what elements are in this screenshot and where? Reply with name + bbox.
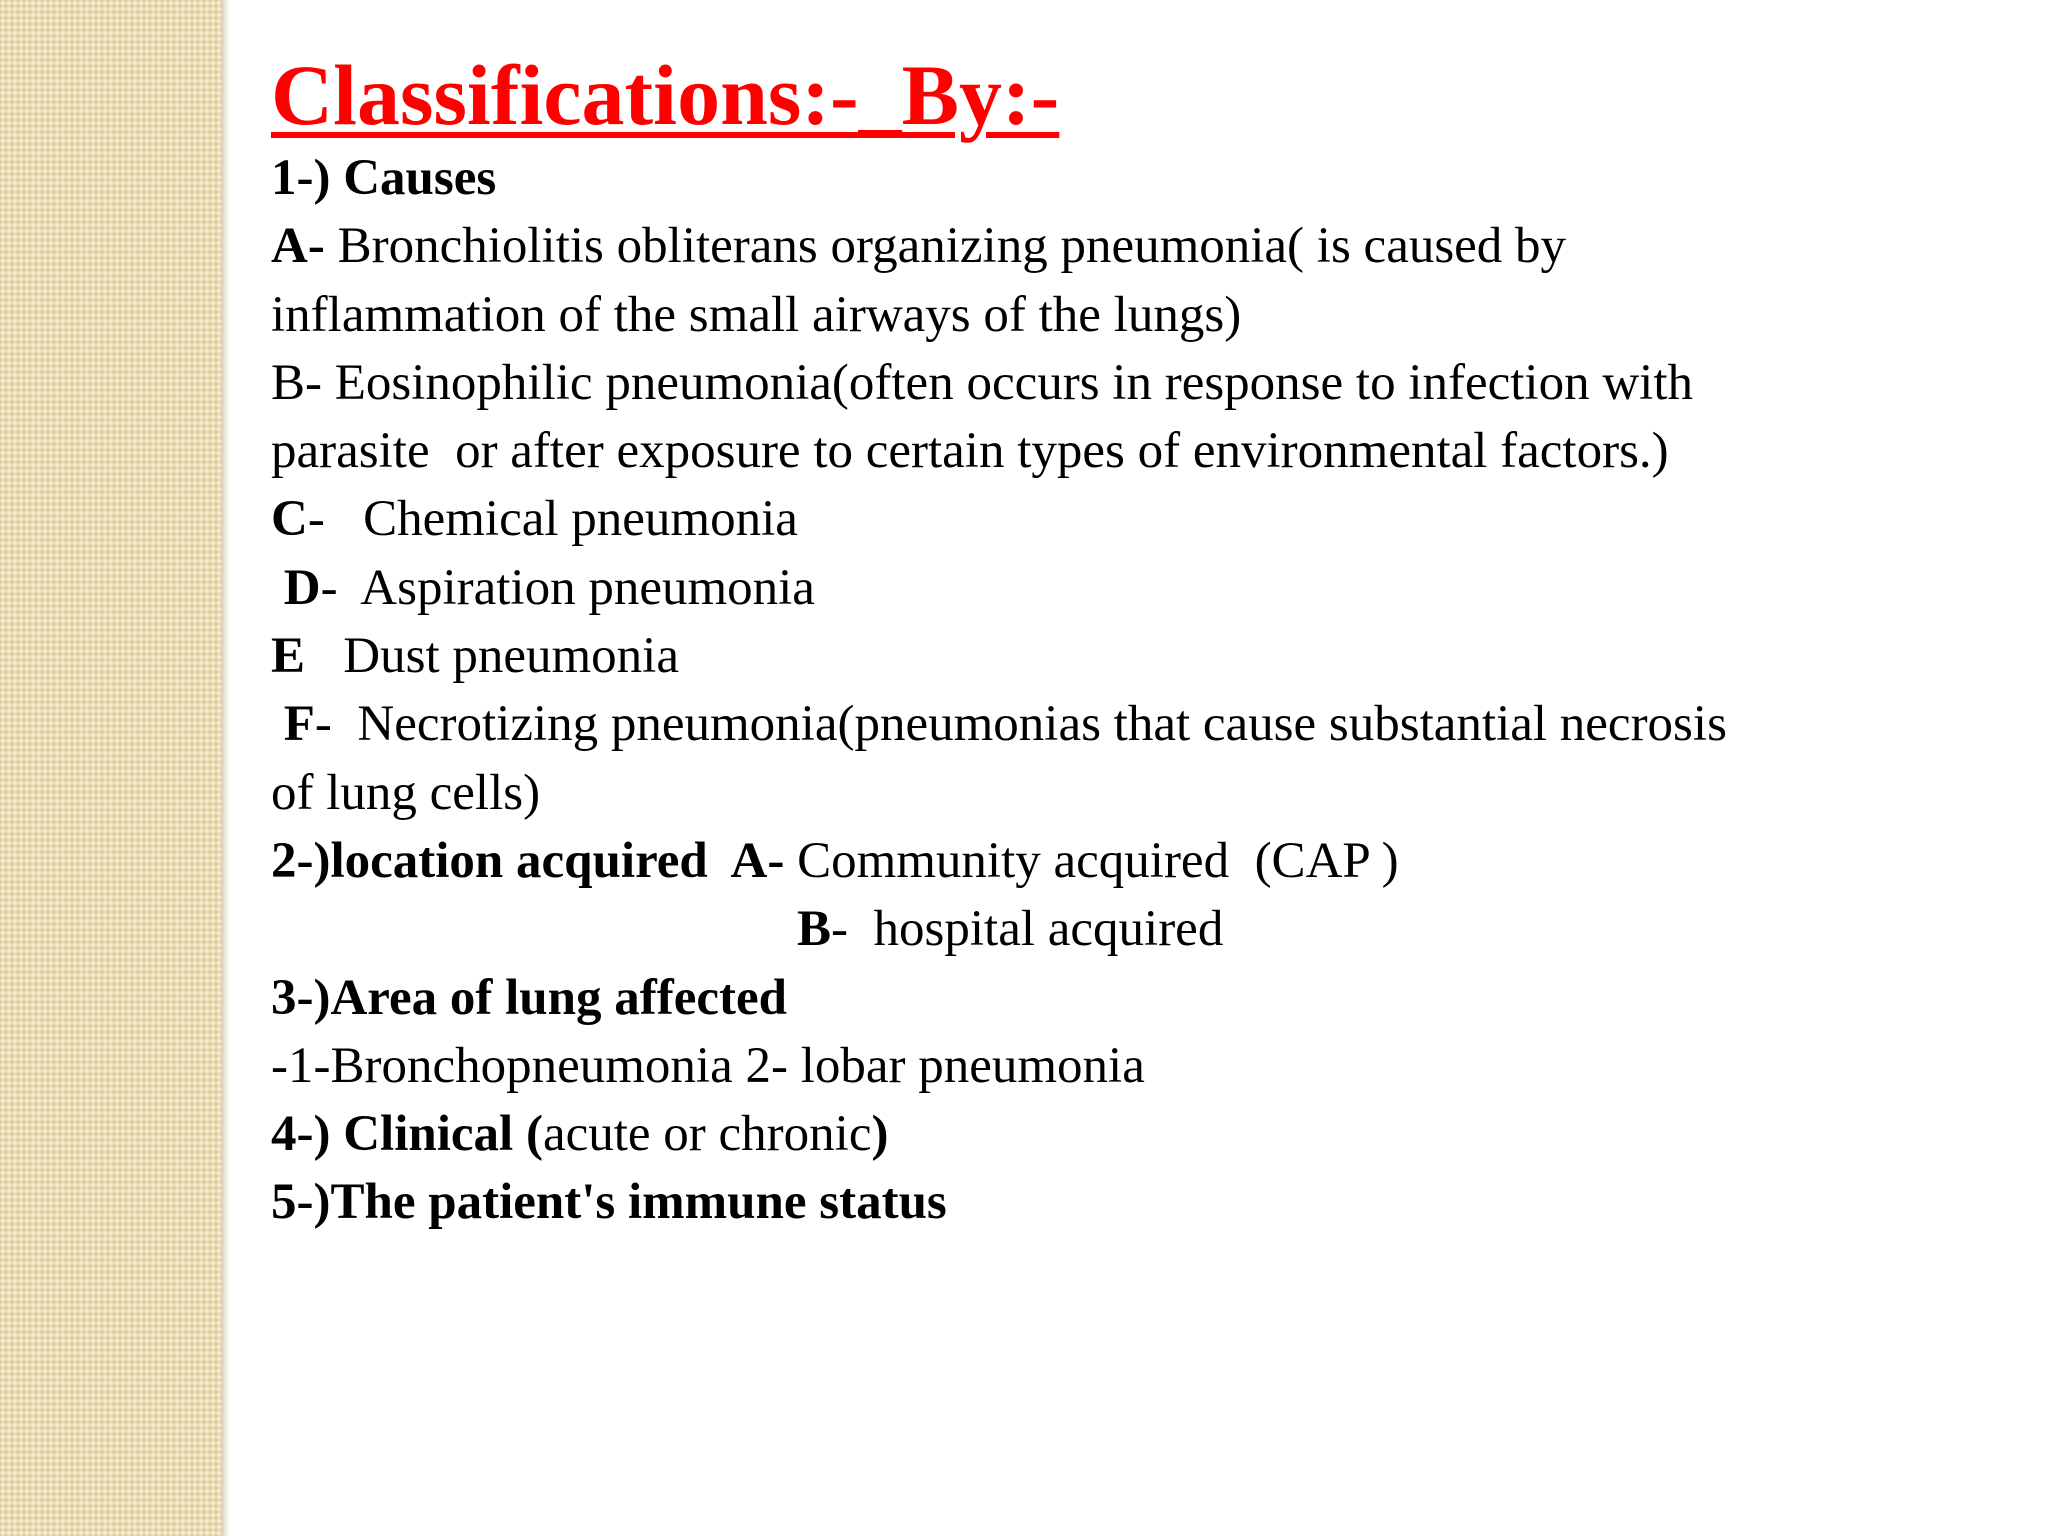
sidebar-divider: [222, 0, 230, 1536]
cause-a-line-2: [271, 281, 2011, 349]
cause-f-text-1: Necrotizing pneumonia(pneumonias that cause substantial necrosis: [331, 696, 1727, 753]
cause-a-label: A-: [271, 218, 325, 275]
immune-heading: 5-)The patient's immune status: [271, 1174, 947, 1231]
cause-f-dash: -: [314, 696, 332, 753]
area-heading-text: 3-)Area of lung affected: [271, 969, 788, 1026]
cause-c-label: C: [271, 491, 308, 548]
cause-c-line: [271, 485, 2011, 553]
cause-f-indent: [271, 696, 284, 752]
decorative-sidebar: [0, 0, 222, 1536]
cause-a-text-2: inflammation of the small airways of the lungs): [271, 286, 1242, 343]
causes-heading: [271, 144, 2011, 212]
cause-c-dash: -: [307, 491, 325, 548]
cause-f-label: F: [283, 696, 315, 753]
clinical-line: [271, 1100, 2011, 1168]
location-a-label: A-: [730, 832, 785, 889]
cause-e-text: Dust pneumonia: [305, 628, 679, 685]
cause-b-text-1: B- Eosinophilic pneumonia(often occurs in response to infection with: [271, 354, 1694, 411]
cause-c-text: Chemical pneumonia: [324, 491, 798, 548]
location-a-text: Community acquired (CAP ): [784, 832, 1399, 889]
cause-b-line-1: [271, 349, 2011, 417]
slide-content: [271, 46, 2011, 1237]
clinical-heading: 4-) Clinical (: [271, 1106, 543, 1163]
cause-b-text-2: parasite or after exposure to certain types of environmental factors.): [271, 423, 1669, 480]
slide-title: Classifications:-_By:-: [271, 47, 1060, 143]
cause-d-indent: [271, 560, 284, 616]
location-heading: 2-)location acquired: [271, 832, 731, 889]
cause-d-line: [271, 554, 2011, 622]
area-heading: [271, 964, 2011, 1032]
cause-d-label: D: [283, 559, 321, 616]
cause-f-line-1: [271, 690, 2011, 758]
cause-a-line-1: [271, 212, 2011, 280]
clinical-close: ): [871, 1106, 889, 1163]
cause-d-dash: -: [320, 559, 338, 616]
cause-f-line-2: [271, 759, 2011, 827]
cause-f-text-2: of lung cells): [271, 764, 541, 821]
area-line: [271, 1032, 2011, 1100]
cause-a-text-1: Bronchiolitis obliterans organizing pneumonia( is caused by: [324, 218, 1567, 275]
cause-e-line: [271, 622, 2011, 690]
causes-heading-text: 1-) Causes: [271, 150, 497, 206]
cause-d-text: Aspiration pneumonia: [337, 559, 815, 616]
location-line-1: [271, 827, 2011, 895]
location-b-text: - hospital acquired: [831, 901, 1224, 958]
cause-b-line-2: [271, 417, 2011, 485]
area-text: -1-Bronchopneumonia 2- lobar pneumonia: [271, 1037, 1145, 1094]
cause-e-label: E: [271, 628, 306, 685]
location-line-2: [271, 895, 2011, 963]
immune-line: [271, 1168, 2011, 1236]
clinical-text: acute or chronic: [542, 1106, 872, 1163]
location-b-label: B: [797, 901, 832, 958]
